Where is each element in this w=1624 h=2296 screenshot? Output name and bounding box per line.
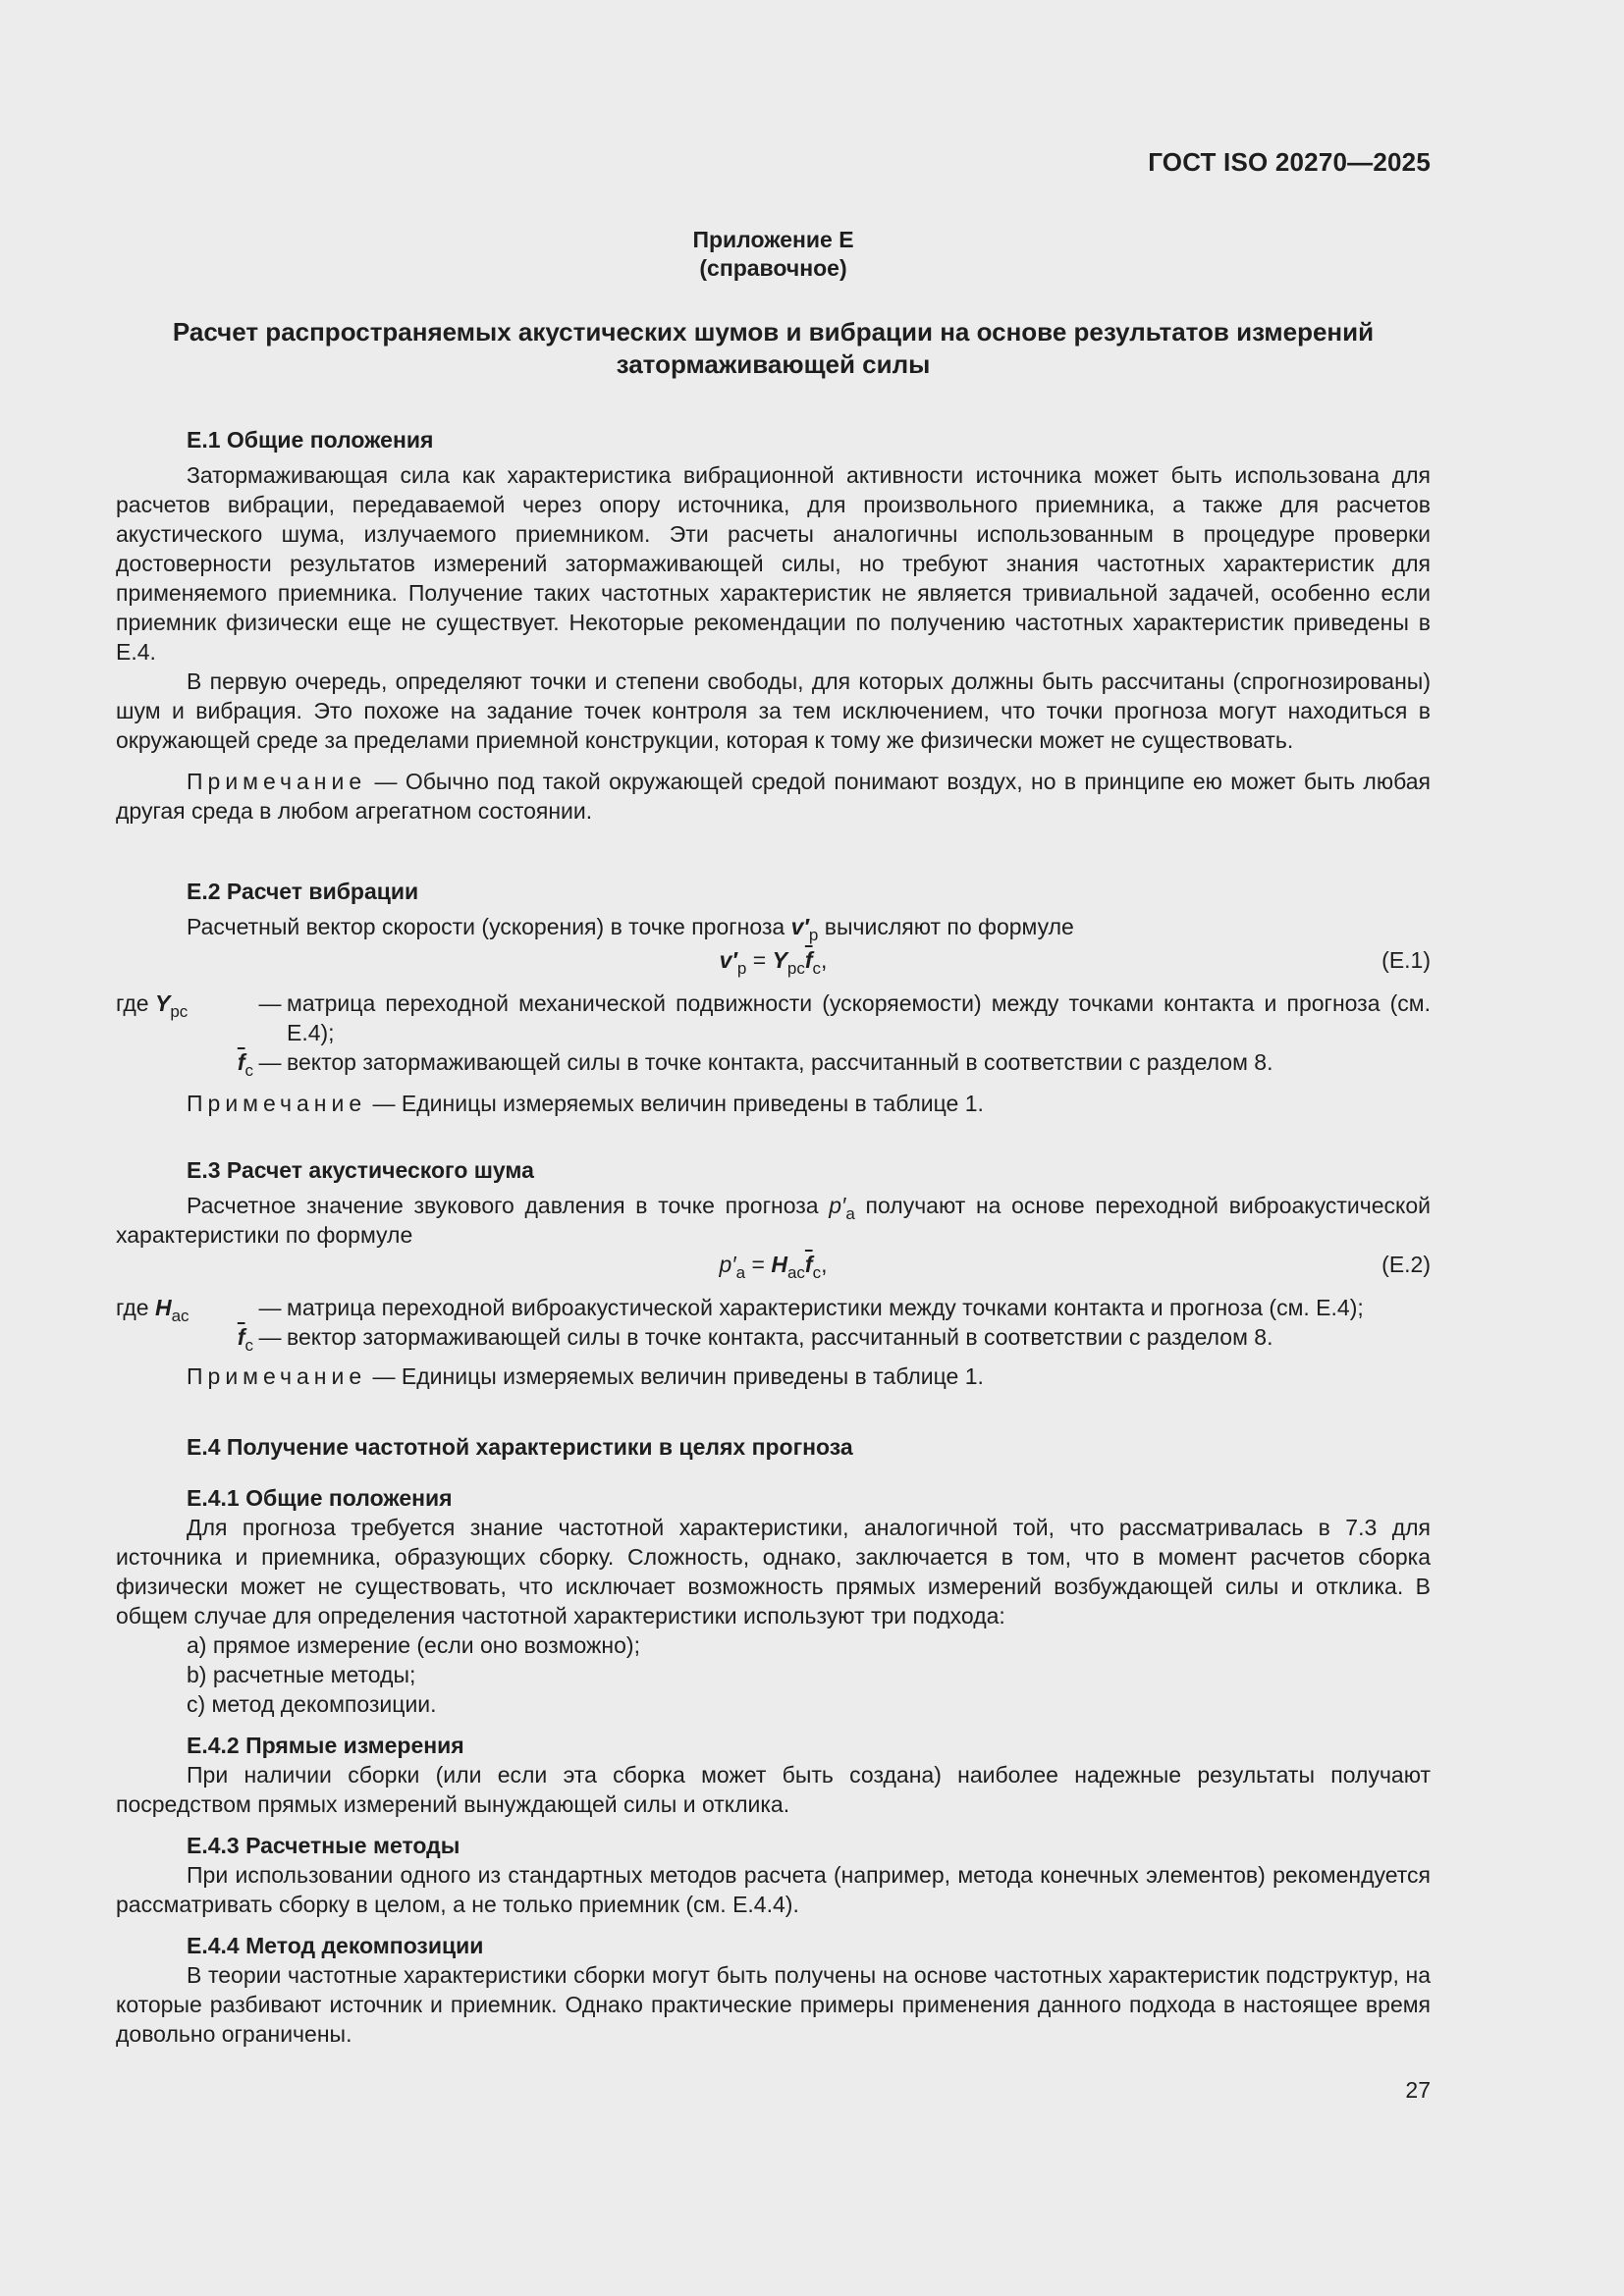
section-e3-note: Примечание — Единицы измеряемых величин приведены в таблице 1. xyxy=(187,1363,984,1389)
where-e2-row-2: $\overline{f}_c$ — вектор затормаживающей силы в точке контакта, рассчитанный в соответствии с разделом 8. xyxy=(116,1047,1431,1077)
section-e2-heading: Е.2 Расчет вибрации xyxy=(187,879,419,904)
section-e42-paragraph: При наличии сборки (или если эта сборка может быть создана) наиболее надежные результаты получают посредством прямых измерений вынуждающей силы и отклика. xyxy=(116,1762,1431,1817)
section-e43-heading: Е.4.3 Расчетные методы xyxy=(187,1833,460,1858)
where-e3-row-1: где $H_{ac}$ — матрица переходной виброакустической характеристики между точками контакта и прогноза (см. Е.4); xyxy=(116,1293,1431,1322)
where-e3-desc-1: матрица переходной виброакустической характеристики между точками контакта и прогноза (см. Е.4); xyxy=(287,1295,1364,1320)
note-text: — Обычно под такой окружающей средой понимают воздух, но в принципе ею может быть любая другая среда в любом агрегатном состоянии. xyxy=(116,769,1431,824)
note-label: Примечание xyxy=(187,769,367,794)
title-line-1: Расчет распространяемых акустических шумов и вибрации на основе результатов измерений xyxy=(172,317,1375,347)
appendix-type: (справочное) xyxy=(699,255,847,281)
appendix-label: Приложение Е xyxy=(692,227,854,252)
page-title xyxy=(116,316,1431,381)
section-e41-heading: Е.4.1 Общие положения xyxy=(187,1485,453,1511)
section-e2-note: Примечание — Единицы измеряемых величин приведены в таблице 1. xyxy=(187,1091,984,1116)
equation-e2-number: (Е.2) xyxy=(1381,1252,1431,1277)
where-e2-desc-1: матрица переходной механической подвижности (ускоряемости) между точками контакта и прогноза (см. Е.4); xyxy=(287,990,1431,1045)
list-item: a) прямое измерение (если оно возможно); xyxy=(187,1632,640,1658)
where-e3-desc-2: вектор затормаживающей силы в точке контакта, рассчитанный в соответствии с разделом 8. xyxy=(287,1324,1273,1350)
page-number: 27 xyxy=(1405,2077,1431,2103)
equation-e2-expression: $p'_a = H_{ac}\overline{f}_c$, xyxy=(719,1252,828,1282)
section-e3 xyxy=(116,1155,1431,1391)
where-e3-row-2: $\overline{f}_c$ — вектор затормаживающей силы в точке контакта, рассчитанный в соответствии с разделом 8. xyxy=(116,1322,1431,1352)
list-item: b) расчетные методы; xyxy=(187,1662,416,1687)
document-page xyxy=(116,0,1431,2296)
equation-e1-expression: $v'_p = Y_{pc}\overline{f}_c$, xyxy=(719,947,828,978)
equation-e2 xyxy=(116,1250,1431,1281)
equation-e1-number: (Е.1) xyxy=(1381,947,1431,973)
equation-e1 xyxy=(116,945,1431,977)
section-e3-heading: Е.3 Расчет акустического шума xyxy=(187,1157,534,1183)
section-e43-paragraph: При использовании одного из стандартных методов расчета (например, метода конечных элементов) рекомендуется рассматривать сборку в целом, а не только приемник (см. Е.4.4). xyxy=(116,1862,1431,1917)
where-e2-row-1: где $Y_{pc}$ — матрица переходной механической подвижности (ускоряемости) между точками контакта и прогноза (см. Е.4); xyxy=(116,990,1431,1045)
where-e2-desc-2: вектор затормаживающей силы в точке контакта, рассчитанный в соответствии с разделом 8. xyxy=(287,1049,1273,1075)
section-e1-paragraph-1: Затормаживающая сила как характеристика вибрационной активности источника может быть использована для расчетов вибрации, передаваемой через опору источника, для произвольного приемника, а также для расчетов акустического шума, излучаемого приемником. Эти расчеты аналогичны использованным в процедуре проверки достоверности результатов измерений затормаживающей силы, но требуют знания частотных характеристик для применяемого приемника. Получение таких частотных характеристик не является тривиальной задачей, особенно если приемник физически еще не существует. Некоторые рекомендации по получению частотных характеристик приведены в Е.4. xyxy=(116,462,1431,665)
section-e4 xyxy=(116,1432,1431,2049)
section-e44-heading: Е.4.4 Метод декомпозиции xyxy=(187,1933,484,1958)
section-e4-heading: Е.4 Получение частотной характеристики в целях прогноза xyxy=(187,1434,853,1460)
section-e3-intro: Расчетное значение звукового давления в точке прогноза $p'_a$ получают на основе переходной виброакустической характеристики по формуле xyxy=(116,1193,1431,1248)
section-e42-heading: Е.4.2 Прямые измерения xyxy=(187,1733,464,1758)
section-e1-note xyxy=(116,767,1431,826)
section-e2-intro: Расчетный вектор скорости (ускорения) в точке прогноза $v'_p$ вычисляют по формуле xyxy=(187,914,1074,944)
appendix-heading xyxy=(116,226,1431,283)
title-line-2: затормаживающей силы xyxy=(616,349,931,379)
section-e1 xyxy=(116,425,1431,826)
section-e2 xyxy=(116,877,1431,1118)
section-e44-paragraph: В теории частотные характеристики сборки могут быть получены на основе частотных характеристик подструктур, на которые разбивают источник и приемник. Однако практические примеры применения данного подхода в настоящее время довольно ограничены. xyxy=(116,1962,1431,2047)
document-id: ГОСТ ISO 20270—2025 xyxy=(1148,147,1431,177)
section-e1-heading: Е.1 Общие положения xyxy=(187,427,434,453)
section-e41-paragraph: Для прогноза требуется знание частотной характеристики, аналогичной той, что рассматривалась в 7.3 для источника и приемника, образующих сборку. Сложность, однако, заключается в том, что в момент расчетов сборка физически может не существовать, что исключает возможность прямых измерений возбуждающей силы и отклика. В общем случае для определения частотной характеристики используют три подхода: xyxy=(116,1515,1431,1629)
section-e1-paragraph-2: В первую очередь, определяют точки и степени свободы, для которых должны быть рассчитаны (спрогнозированы) шум и вибрация. Это похоже на задание точек контроля за тем исключением, что точки прогноза могут находиться в окружающей среде за пределами приемной конструкции, которая к тому же физически может не существовать. xyxy=(116,668,1431,753)
list-item: c) метод декомпозиции. xyxy=(187,1691,437,1717)
